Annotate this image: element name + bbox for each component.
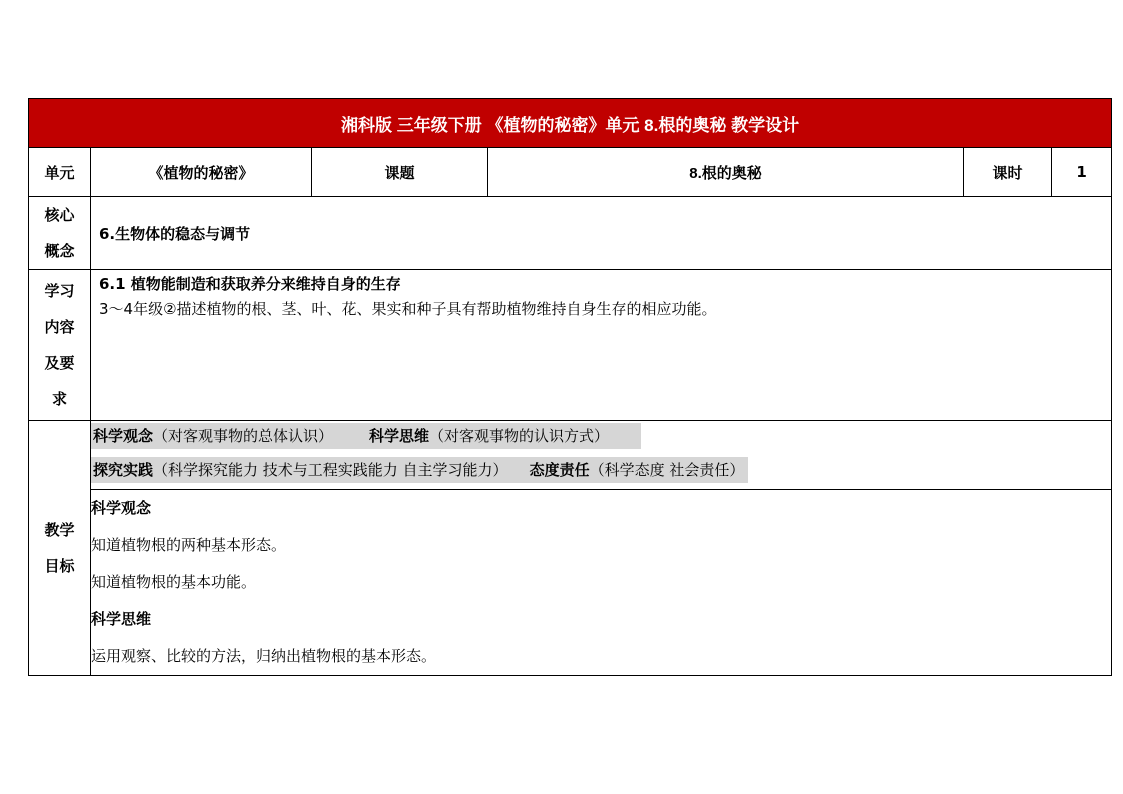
goal-dimension-line xyxy=(91,455,1111,485)
goal-detail-item: 知道植物根的两种基本形态。 xyxy=(91,536,287,554)
goal-dimension-name: 态度责任 xyxy=(529,461,590,479)
goals-label xyxy=(29,421,91,676)
goal-dimension-line xyxy=(91,421,1111,451)
goal-dimension-desc: （科学态度 社会责任） xyxy=(589,461,745,479)
requirements-label-line: 求 xyxy=(51,390,67,408)
goals-label-line: 目标 xyxy=(44,557,75,575)
goal-dimension-desc: （对客观事物的认识方式） xyxy=(429,427,610,445)
lesson-plan-table xyxy=(28,98,1112,676)
core-concept-label-line: 概念 xyxy=(44,242,75,260)
goal-dimension-name: 科学观念 xyxy=(93,427,154,445)
goal-detail-heading: 科学观念 xyxy=(91,499,152,517)
core-concept-value: 6.生物体的稳态与调节 xyxy=(91,197,1112,270)
unit-value: 《植物的秘密》 xyxy=(91,148,312,197)
goals-label-line: 教学 xyxy=(44,521,75,539)
goal-dimension-chip xyxy=(91,457,748,483)
goal-dimensions xyxy=(91,421,1112,490)
goal-detail-heading: 科学思维 xyxy=(91,610,152,628)
goal-detail-item: 知道植物根的基本功能。 xyxy=(91,573,257,591)
goal-dimension-desc: （科学探究能力 技术与工程实践能力 自主学习能力） xyxy=(153,461,508,479)
requirements-label-line: 及要 xyxy=(44,354,75,372)
requirements-label-line: 学习 xyxy=(44,282,75,300)
requirements-detail: 3～4年级②描述植物的根、茎、叶、花、果实和种子具有帮助植物维持自身生存的相应功能。 xyxy=(99,300,717,318)
period-value: 1 xyxy=(1052,148,1112,197)
goal-details xyxy=(91,490,1112,676)
goal-dimension-desc: （对客观事物的总体认识） xyxy=(153,427,334,445)
goal-dimension-name: 探究实践 xyxy=(93,461,154,479)
document-title: 湘科版 三年级下册 《植物的秘密》单元 8.根的奥秘 教学设计 xyxy=(29,99,1112,148)
period-label: 课时 xyxy=(964,148,1052,197)
core-concept-label-line: 核心 xyxy=(44,206,75,224)
requirements-label-line: 内容 xyxy=(44,318,75,336)
goal-detail-item: 运用观察、比较的方法，归纳出植物根的基本形态。 xyxy=(91,647,437,665)
goal-dimension-name: 科学思维 xyxy=(369,427,430,445)
core-concept-label xyxy=(29,197,91,270)
topic-value: 8.根的奥秘 xyxy=(488,148,964,197)
unit-label: 单元 xyxy=(29,148,91,197)
requirements-heading: 6.1 植物能制造和获取养分来维持自身的生存 xyxy=(99,275,401,293)
topic-label: 课题 xyxy=(312,148,488,197)
requirements-content xyxy=(91,270,1112,421)
requirements-label xyxy=(29,270,91,421)
goal-dimension-chip xyxy=(91,423,641,449)
